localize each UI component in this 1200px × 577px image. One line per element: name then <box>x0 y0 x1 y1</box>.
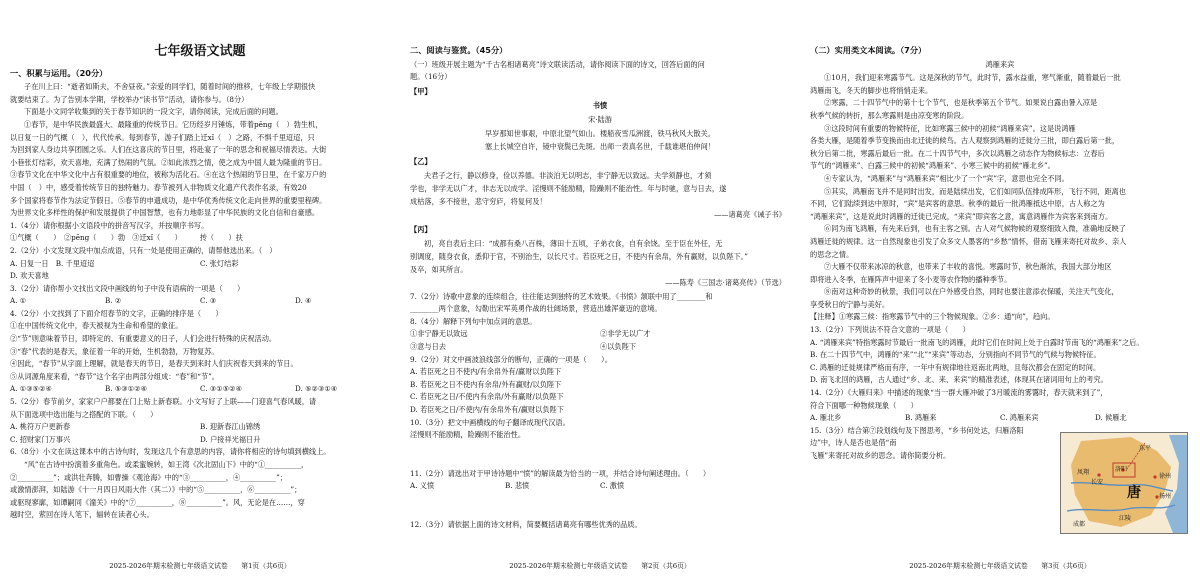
option[interactable]: C. 招财家门万事兴 <box>10 434 71 444</box>
article-line: “鸿雁来宾”，这是说此时鸿雁的迁徙已完成，“来宾”即宾客之意，寓意鸿雁作为宾客来到南方。 <box>810 211 1113 221</box>
option[interactable]: D. 南飞北回的鸿雁，古人通过“乡、北、来、来宾”的精准表述，体现其在诸词用句上的考究。 <box>810 375 1108 385</box>
question-5-options <box>10 421 390 446</box>
question-5-cont: 从下面选项中选出能与之搭配的下联。（ ） <box>10 409 158 419</box>
exam-page-2 <box>400 0 800 577</box>
question-10-sentence: 淫慢则不能励精，险躁则不能治性。 <box>410 430 526 440</box>
citation: ——诸葛亮《诫子书》 <box>714 210 786 220</box>
map-label: 洛阳 <box>1115 466 1128 473</box>
page-footer: 2025-2026年期末检测七年级语文试卷 第2页（共6页） <box>509 562 691 571</box>
poem-author: 宋·陆游 <box>588 114 612 124</box>
question-11: 11.（2分）请选出对于甲诗诗题中“愤”的解读最为恰当的一项，并结合诗句阐述理由。（ ） <box>410 468 711 478</box>
map-label: 江陵 <box>1119 515 1132 522</box>
question-6-line[interactable]: ②__________”；或洪壮奔腾，如曹操《观沧海》中的“③__________，④__________”； <box>10 472 287 482</box>
article-line: 即将进入冬季，在雁阵声中迎来了冬小麦等农作物的播种季节。 <box>810 274 1012 284</box>
article-line: ③这段时间有重要的物候特征，比如寒露三候中的初候“鸿雁来宾”。这是说鸿雁 <box>824 123 1076 133</box>
article-line: ⑧南对这种奇妙的秋景，我们可以在户外感受自然，同时也要注意添衣保暖，关注天气变化， <box>824 287 1119 297</box>
option[interactable]: D. 户接祥光福日升 <box>200 434 261 444</box>
option[interactable]: A. 义愤 <box>410 481 435 491</box>
passage-line: ①春节，是中华民族最盛大、最隆重的传统节日。它历经岁月锤炼，带着pēng（ ）勃生机， <box>24 119 323 129</box>
question-6-line[interactable]: 或激情澎湃，如陆游《十一月四日风雨大作（其二）》中的“⑤__________，⑥__________”； <box>10 485 302 495</box>
option[interactable]: A. “鸿雁来宾”特指寒露时节最后一批南飞的鸿雁，此时它们在时间上处于白露时节南飞的“鸿雁来”之后。 <box>810 337 1144 347</box>
passage-line: 小巷张灯结彩，欢天喜地，充满了热闹的气氛。②如此浓烈之情，使之成为中国人最为隆重的节日。 <box>10 157 327 167</box>
passage-line: 就要结束了。为了告别本学期，学校举办“读书节”活动，请你参与。（8分） <box>10 94 249 104</box>
article-body <box>810 72 1190 311</box>
question-8-items <box>410 328 790 353</box>
question-6-line: 越时空，萦回在诗人笔下，辐转在读者心头。 <box>10 510 154 520</box>
option[interactable]: D. ④ <box>295 296 312 306</box>
article-line: 秋季气候的转折，那么寒露则是由凉变寒的阶段。 <box>810 110 969 120</box>
option[interactable]: A. 日复一日 B. 千里迢迢 <box>10 258 95 268</box>
option[interactable]: ④以负陛下 <box>600 342 636 352</box>
text-label-bing: 【丙】 <box>410 224 432 234</box>
passage-line: 为回到家人身边共享团圆之乐。人们在这喜庆的节日里，将赴宴了一年的思念和祝福尽情表达。大街 <box>10 145 327 155</box>
option[interactable]: B. ② <box>105 296 122 306</box>
question-12: 12.（3分）请依据上面的诗文材料，简要概括诸葛亮有哪些优秀的品质。 <box>410 520 642 529</box>
page-footer: 2025-2026年期末检测七年级语文试卷 第1页（共6页） <box>109 562 291 571</box>
reading-intro-cont: 题。（16分） <box>410 72 452 82</box>
option[interactable]: A. ① <box>10 296 27 306</box>
tang-map-figure <box>1060 432 1188 534</box>
map-city-xuzhou <box>1153 475 1156 478</box>
option[interactable]: ①非宁静无以致远 <box>410 329 468 339</box>
question-2: 2.（2分）小文发现文段中加点成语，只有一处是使用正确的，请帮他选出来。（ ） <box>10 245 277 255</box>
question-13: 13.（2分）下列说法不符合文意的一项是（ ） <box>810 325 970 335</box>
prose-line: 夫君子之行，静以修身，俭以养德。非淡泊无以明志，非宁静无以致远。夫学须静也，才须 <box>424 171 712 181</box>
option[interactable]: C. 鸿雁来宾 <box>1000 413 1039 423</box>
question-8: 8.（4分）解释下列句中加点词的意思。 <box>410 316 537 326</box>
question-4-options <box>10 383 390 396</box>
exam-page-3 <box>800 0 1200 577</box>
option[interactable]: B. 迎新春江山锦绣 <box>200 422 261 432</box>
page-title: 七年级语文试题 <box>154 44 246 59</box>
article-line: 各类大雁，是随着季节变换而由北迁徙的候鸟。古人观察到鸿雁的迁徙分三批，即白露后第一批， <box>810 136 1120 146</box>
article-line: 鸿雁迁徙的规律。这一自然现象也引发了众多文人墨客的“乡愁”情怀，借南飞雁来寄托对故乡、亲人 <box>810 236 1127 246</box>
question-3-options <box>10 295 390 308</box>
question-6: 6.（8分）小文在读这课本中的古诗句时，发现这几个有意思的内容，请你将相应的诗句填到横线上。 <box>10 447 331 457</box>
option[interactable]: C. 张灯结彩 <box>200 258 239 268</box>
question-5: 5.（2分）春节前夕，家家户户都要在门上贴上新春联。小文写好了上联——门迎喜气春风暖，请 <box>10 397 317 407</box>
article-line: ⑦大雁不仅带来冰凉的秋意，也带来了丰收的喜悦。寒露时节，秋色渐浓，我国大部分地区 <box>824 262 1112 272</box>
section-heading: （二）实用类文本阅读。（7分） <box>810 45 927 55</box>
map-label: 凤翔 <box>1077 469 1090 476</box>
article-line: ②寒露，二十四节气中的第十七个节气，也是秋季第五个节气。如果说白露由暑入凉是 <box>824 98 1098 108</box>
article-line: ①10月，我们迎来寒露节气。这是深秋的节气，此时节，露水益重，寒气渐重，随着最后一批 <box>824 73 1121 83</box>
passage-line: 下面是小文同学收集到的关于春节知识的一段文字，请你阅读，完成后面的问题。 <box>24 107 283 117</box>
question-1: 1.（4分）请你根据小文语段中的拼音写汉字，并按顺序书写。 <box>10 220 209 230</box>
option[interactable]: D. ⑤②③①④ <box>295 384 338 394</box>
option[interactable]: C. 鸿雁的迁徙规律严格而有序，一年中有规律地往返南北两地，且每次都会在固定的时间。 <box>810 362 1101 372</box>
prose-line: 成枯落，多不接世，悲守穷庐，将复何及！ <box>410 196 547 206</box>
option[interactable]: B. 悲愤 <box>505 481 530 491</box>
map-label: 徐州 <box>1159 473 1172 480</box>
question-4-line: ①在中国传统文化中，春天被视为生命和希望的象征。 <box>10 321 183 331</box>
option[interactable]: A. 雁北乡 <box>810 413 842 423</box>
passage-line: 子在川上曰：“逝者如斯夫，不舍昼夜。”亲爱的同学们，随着时间的推移，七年级上学期很快 <box>24 82 316 92</box>
article-line: ④专家认为，“鸿雁来”与“鸿雁来宾”相比少了一个“宾”字，意思也完全不同。 <box>824 173 1069 183</box>
article-note: 【注释】①寒露三候：指寒露节气中的三个物候现象。②乡：通“向”，趋向。 <box>810 312 1055 322</box>
option[interactable]: C. ③①⑤②④ <box>200 384 243 394</box>
reading-intro: （一）班级开展主题为“千古名相诸葛亮”诗文联读活动，请你阅读下面的诗文，回答后面的问 <box>410 59 705 69</box>
prose-line: 及卒，如其所言。 <box>410 264 468 274</box>
question-14-options <box>810 412 1190 425</box>
question-14: 14.（2分）《大雁归来》中描述的现象“当一群大雁冲破了3月暖流的雾霭时，春天就来到了”， <box>810 388 1108 398</box>
article-line: 享受秋日的宁静与美好。 <box>810 299 890 309</box>
question-4: 4.（2分）小文找到了下面介绍春节的文字，正确的排序是（ ） <box>10 308 223 318</box>
map-label: 扬州 <box>1159 493 1172 500</box>
passage-line: 为世界文化多样性的保护和发展提供了中国智慧，也有力地彰显了中华民族的文化自信和自豪感。 <box>10 208 320 218</box>
question-15-cont: 飞雁”来寄托对故乡的思念。请你简要分析。 <box>810 451 951 460</box>
passage-line: 多个国家将春节作为法定节假日。⑤春节的申遗成功，是中华优秀传统文化走向世界的重要里程碑。 <box>10 195 327 205</box>
prose-line: 别调度，随身衣食，悉仰于官，不别治生，以长尺寸。若臣死之日，不使内有余帛，外有赢财，以负陛下。” <box>410 251 748 261</box>
question-2-options <box>10 258 390 283</box>
option[interactable]: B. 若臣死之日不使内有余帛/外有赢财/以负陛下 <box>410 379 562 389</box>
question-7-cont[interactable]: ________两个意象，勾勒出宋军英勇作战的壮阔场景，营造出雄浑豪迈的意境。 <box>410 304 662 314</box>
option[interactable]: B. 鸿雁来 <box>905 413 937 423</box>
option[interactable]: C. 激愤 <box>600 481 625 491</box>
question-4-line: ⑤从词源角度来看，“春节”这个名字由两部分组成：“春”和“节”。 <box>10 371 219 381</box>
question-4-line: ③“春”代表的是春天，象征着一年的开始，生机勃勃，万物复苏。 <box>10 346 219 356</box>
question-6-line[interactable]: 或驱现寥廓，如谭嗣同《潼关》中的“⑦__________，⑧__________”。风，无论是在……，穿 <box>10 497 305 507</box>
article-line: 节气的“鸿雁来”、白露三候中的初候“鸿雁来”、小寒三候中的初候“雁北乡”。 <box>810 161 1055 171</box>
option[interactable]: C. 若臣死之日/不使内有余帛/外有赢财/以负陛下 <box>410 392 564 402</box>
prose-line: 初，亮自表后主曰：“成都有桑八百株，薄田十五顷，子弟衣食，自有余饶。至于臣在外任，无 <box>424 239 723 249</box>
option[interactable]: B. 在二十四节气中，鸿雁的“来”“北”“来宾”等动态，分别指向不同节气的气候与物候特征。 <box>810 350 1101 360</box>
poem-line: 塞上长城空自许，镜中衰鬓已先斑。出师一表真名世，千载谁堪伯仲间！ <box>484 142 715 152</box>
question-10: 10.（3分）把文中画横线的句子翻译成现代汉语。 <box>410 417 570 427</box>
text-label-yi: 【乙】 <box>410 156 432 166</box>
passage-line: 以日复一日的气概（ ），代代传承。每到春节，游子们踏上迁xǐ（ ）之路，不惧千里迢迢，只 <box>10 132 315 142</box>
prose-line: 学也，非学无以广才，非志无以成学。淫慢则不能励精，险躁则不能治性。年与时驰，意与日去，遂 <box>410 183 727 193</box>
exam-page-1 <box>0 0 400 577</box>
question-4-line: ②“节”则意味着节日，即特定的、有重要意义的日子，人们会进行特殊的庆祝活动。 <box>10 334 277 344</box>
option[interactable]: A. ①③⑤②④ <box>10 384 52 394</box>
article-line: ⑤其实，鸿雁南飞并不是同时出发，而是陆续出发，它们如同队伍排成阵形，飞行不同，距离也 <box>824 186 1126 196</box>
question-9: 9.（2分）对文中画波浪线部分的断句，正确的一项是（ ）。 <box>410 354 612 364</box>
map-label-tang: 唐 <box>1127 485 1141 501</box>
question-3: 3.（2分）请你帮小文找出文段中画线的句子中没有语病的一项是（ ） <box>10 283 245 293</box>
passage-line: 中国（ ）中，感受着传统节日的独特魅力。春节被列入非物质文化遗产代表作名录，有效20 <box>10 182 307 192</box>
option[interactable]: D. 候雁北 <box>1095 413 1127 423</box>
question-11-options <box>410 480 790 493</box>
article-line: 鸿雁南飞，冬天的脚步也将悄悄走来。 <box>810 85 933 95</box>
poem-line: 早岁那知世事艰，中原北望气如山。楼船夜雪瓜洲渡，铁马秋风大散关。 <box>484 128 715 138</box>
section-heading: 一、积累与运用。（20分） <box>10 67 108 78</box>
question-6-line[interactable]: “风”在古诗中扮演着多重角色。或柔蜜婉转，如王湾《次北固山下》中的“①__________， <box>24 460 309 469</box>
option[interactable]: A. 若臣死之日不使内/有余帛外有/赢财以负陛下 <box>410 367 562 377</box>
section-heading: 二、阅读与鉴赏。（45分） <box>410 45 508 55</box>
option[interactable]: D. 若臣死之日/不使内/有余帛外有/赢财以负陛下 <box>410 405 564 415</box>
passage <box>10 81 390 220</box>
article-line: 不同，它们陆续到达中原时，“宾”是宾客的意思。秋季的最后一批鸿雁抵达中原，古人称之为 <box>810 199 1105 209</box>
question-14-cont: 符合下面哪一种物候现象（ ） <box>810 400 918 410</box>
article-line: 秋分后第二批，寒露后最后一批。在二十四节气中，多次以鸿雁之动态作为物候标志：立春后 <box>810 148 1105 158</box>
citation: ——陈寿《三国志·诸葛亮传》（节选） <box>665 278 786 288</box>
article-title: 鸿雁来宾 <box>985 59 1015 69</box>
map-label: 成都 <box>1073 521 1086 528</box>
question-1-fill[interactable]: ①气概（ ） ②pēng（ ）勃 ③迁xǐ（ ） 抟（ ）扶 <box>10 233 243 243</box>
article-line: ⑥同为南飞鸿雁，有先来后到，也有主客之别。古人对气候物候的观察细致入微，准确地反映了 <box>824 224 1126 234</box>
poem-title: 书愤 <box>592 101 608 111</box>
article-line: 的思念之情。 <box>810 249 854 259</box>
map-label: 东平 <box>1139 445 1152 452</box>
option[interactable]: C. ③ <box>200 296 217 306</box>
option[interactable]: ②非学无以广才 <box>600 329 651 339</box>
passage-line: ③春节文化在中华文化中占有很重要的地位，被称为活化石。④在这个热闹的节日里，在千家万户的 <box>10 170 327 180</box>
option[interactable]: B. ⑤③①②④ <box>105 384 148 394</box>
question-4-line: ④因此，“春节”从字面上理解，就是春天的节日，是春天到来时人们庆祝春天到来的节日。 <box>10 359 298 369</box>
option[interactable]: A. 桃符万户更新春 <box>10 422 71 432</box>
option[interactable]: D. 欢天喜地 <box>10 271 49 281</box>
map-label: 长安 <box>1091 479 1104 486</box>
text-label-jia: 【甲】 <box>410 86 432 96</box>
question-15: 15.（3分）结合第⑦段划线句及下图思考，“乡书何处达，归雁洛阳边”中，诗人是否也是借“南 <box>810 425 1024 448</box>
option[interactable]: ③意与日去 <box>410 342 446 352</box>
question-7[interactable]: 7.（2分）诗歌中意象的连续组合，往往能达到独特的艺术效果。《书愤》颔联中用了________和 <box>410 291 713 301</box>
page-footer: 2025-2026年期末检测七年级语文试卷 第3页（共6页） <box>909 562 1091 571</box>
